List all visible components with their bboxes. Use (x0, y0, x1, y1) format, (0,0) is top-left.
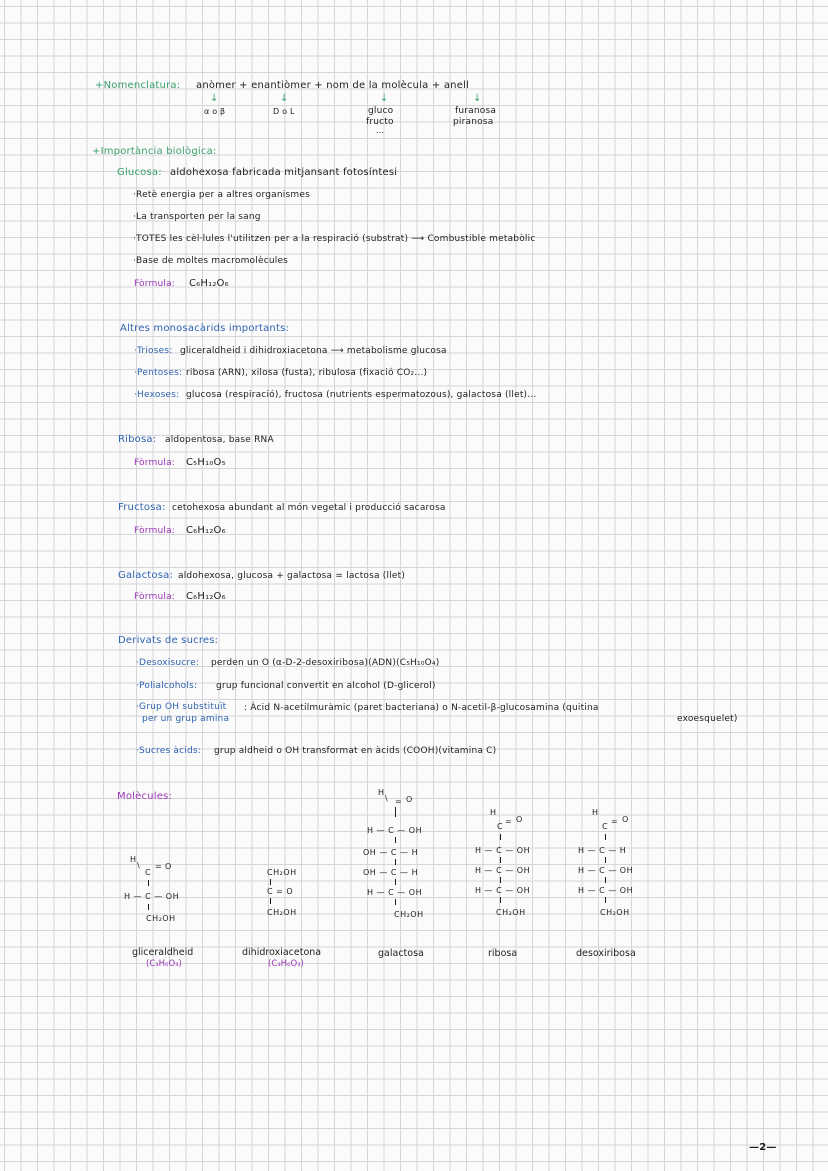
gliceraldheid-row: H — C — OH (124, 892, 180, 901)
gliceraldheid-formula: (C₃H₆O₃) (146, 959, 182, 969)
galactosa-structure (360, 786, 440, 926)
trioses-term: ·Trioses: (134, 346, 173, 356)
galactosa-row: OH — C — H (363, 868, 419, 877)
glucosa-bullet: ·Base de moltes macromolècules (133, 256, 289, 266)
bond-icon (148, 880, 149, 886)
arrow-down-icon: ↓ (210, 93, 219, 104)
ribosa-row: H — C — OH (475, 846, 531, 855)
gliceraldheid-name: gliceraldheid (132, 947, 194, 958)
aldehyde-bond-icon: = (155, 862, 163, 871)
ribosa-row: H — C — OH (475, 886, 531, 895)
nomenclatura-label: +Nomenclatura: (95, 80, 181, 91)
gliceraldheid-o: O (165, 862, 172, 871)
fructosa-formula-label: Fòrmula: (134, 526, 176, 536)
page-number: —2— (749, 1142, 777, 1153)
bond-icon (605, 897, 606, 903)
galactosa-row: H — C — OH (367, 888, 423, 897)
ribosa-structure (472, 806, 552, 926)
bond-icon (395, 859, 396, 865)
ribosa-bottom: CH₂OH (496, 908, 526, 917)
hexoses-term: ·Hexoses: (134, 390, 180, 400)
sucres-acids-term: ·Sucres àcids: (136, 746, 202, 756)
trioses-desc: gliceraldheid i dihidroxiacetona ⟶ metabolisme glucosa (180, 346, 447, 356)
aldehyde-bond-icon: = (611, 817, 619, 826)
bond-icon (395, 879, 396, 885)
arrow-down-icon: ↓ (473, 93, 482, 104)
arrow-down-icon: ↓ (380, 93, 389, 104)
bond-icon (395, 899, 396, 905)
importancia-label: +Importància biològica: (92, 146, 217, 157)
glucosa-bullet: ·Retè energia per a altres organismes (133, 190, 310, 200)
bond-icon (605, 877, 606, 883)
pentoses-desc: ribosa (ARN), xilosa (fusta), ribulosa (fixació CO₂...) (186, 368, 428, 378)
glucosa-formula-label: Fòrmula: (134, 279, 176, 289)
aldehyde-bond-icon: = (505, 817, 513, 826)
bond-icon (148, 904, 149, 910)
fructosa-formula: C₆H₁₂O₆ (186, 525, 226, 536)
bond-icon (395, 807, 396, 817)
molecule-fructo: fructo (366, 117, 394, 127)
glucosa-bullet: ·TOTES les cèl·lules l'utilitzen per a la respiració (substrat) ⟶ Combustible metabòlic (133, 234, 536, 244)
desoxiribosa-row: H — C — OH (578, 886, 634, 895)
galactosa-formula-label: Fòrmula: (134, 592, 176, 602)
ribosa-name: ribosa (488, 948, 518, 959)
anomer-options: α o β (204, 107, 226, 116)
galactosa-name: galactosa (378, 948, 424, 959)
grup-oh-desc: : Àcid N-acetilmuràmic (paret bacteriana) o N-acetil-β-glucosamina (quitina (244, 703, 599, 713)
desoxisucre-term: ·Desoxisucre: (136, 658, 200, 668)
bond-icon (605, 834, 606, 840)
molecules-label: Molècules: (117, 791, 173, 802)
galactosa-bottom: CH₂OH (394, 910, 424, 919)
bond-icon (270, 898, 271, 904)
grup-oh-desc-2: exoesquelet) (677, 714, 738, 724)
desoxiribosa-row: H — C — H (578, 846, 627, 855)
galactosa-label: Galactosa: (118, 570, 174, 581)
sucres-acids-desc: grup aldheid o OH transformat en àcids (COOH)(vitamina C) (214, 746, 497, 756)
fructosa-label: Fructosa: (118, 502, 166, 513)
polialcohols-term: ·Polialcohols: (136, 681, 198, 691)
grup-oh-term: ·Grup OH substituït (136, 702, 227, 712)
ribosa-desc: aldopentosa, base RNA (165, 435, 274, 445)
aldehyde-bond-icon: = (395, 797, 403, 806)
galactosa-desc: aldohexosa, glucosa + galactosa = lactosa (llet) (178, 571, 406, 581)
bond-icon: \ (137, 861, 141, 870)
ribosa-formula-label: Fòrmula: (134, 458, 176, 468)
desoxiribosa-bottom: CH₂OH (600, 908, 630, 917)
ribosa-o: O (516, 815, 523, 824)
bond-icon (500, 857, 501, 863)
gliceraldheid-bottom: CH₂OH (146, 914, 176, 923)
ribosa-c1: C (497, 822, 504, 831)
bond-icon (395, 837, 396, 843)
bond-icon (605, 857, 606, 863)
fructosa-desc: cetohexosa abundant al món vegetal i producció sacarosa (172, 503, 446, 513)
ribosa-label: Ribosa: (118, 434, 157, 445)
ring-furanosa: furanosa (455, 106, 497, 116)
polialcohols-desc: grup funcional convertit en alcohol (D-glicerol) (216, 681, 436, 691)
desoxiribosa-h: H (592, 808, 599, 817)
altres-label: Altres monosacàrids importants: (120, 323, 290, 334)
dihidroxiacetona-top: CH₂OH (267, 868, 297, 877)
glucosa-bullet: ·La transporten per la sang (133, 212, 261, 222)
glucosa-label: Glucosa: (117, 167, 162, 178)
ribosa-formula: C₅H₁₀O₅ (186, 457, 226, 468)
dihidroxiacetona-middle: C = O (267, 887, 294, 896)
galactosa-row: H — C — OH (367, 826, 423, 835)
desoxiribosa-structure (574, 806, 654, 926)
gliceraldheid-h: H (130, 855, 137, 864)
galactosa-o: O (406, 795, 413, 804)
glucosa-formula: C₆H₁₂O₆ (189, 278, 229, 289)
bond-icon (500, 834, 501, 840)
enantiomer-options: D o L (273, 107, 295, 116)
desoxiribosa-name: desoxiribosa (576, 948, 636, 959)
galactosa-h: H (378, 788, 385, 797)
arrow-down-icon: ↓ (280, 93, 289, 104)
molecule-etc: ... (376, 126, 385, 135)
desoxiribosa-c1: C (602, 822, 609, 831)
ribosa-row: H — C — OH (475, 866, 531, 875)
gliceraldheid-structure (118, 852, 198, 928)
ribosa-h: H (490, 808, 497, 817)
desoxiribosa-row: H — C — OH (578, 866, 634, 875)
desoxiribosa-o: O (622, 815, 629, 824)
galactosa-row: OH — C — H (363, 848, 419, 857)
bond-icon (500, 897, 501, 903)
glucosa-desc: aldohexosa fabricada mitjansant fotosíntesi (170, 167, 398, 178)
dihidroxiacetona-name: dihidroxiacetona (242, 947, 322, 958)
bond-icon: \ (385, 794, 389, 803)
gliceraldheid-c1: C (145, 868, 152, 877)
nomenclatura-formula: anòmer + enantiòmer + nom de la molècula + anell (196, 80, 470, 91)
grup-oh-term-2: per un grup amina (142, 714, 230, 724)
hexoses-desc: glucosa (respiració), fructosa (nutrients espermatozous), galactosa (llet)... (186, 390, 537, 400)
galactosa-formula: C₆H₁₂O₆ (186, 591, 226, 602)
ring-piranosa: piranosa (453, 117, 494, 127)
molecule-gluco: gluco (368, 106, 394, 116)
derivats-label: Derivats de sucres: (118, 635, 219, 646)
bond-icon (500, 877, 501, 883)
dihidroxiacetona-formula: (C₃H₆O₃) (268, 959, 304, 969)
dihidroxiacetona-structure (262, 868, 322, 928)
dihidroxiacetona-bottom: CH₂OH (267, 908, 297, 917)
pentoses-term: ·Pentoses: (134, 368, 183, 378)
bond-icon (270, 879, 271, 885)
desoxisucre-desc: perden un O (α-D-2-desoxiribosa)(ADN)(C₅H₁₀O₄) (211, 658, 440, 668)
